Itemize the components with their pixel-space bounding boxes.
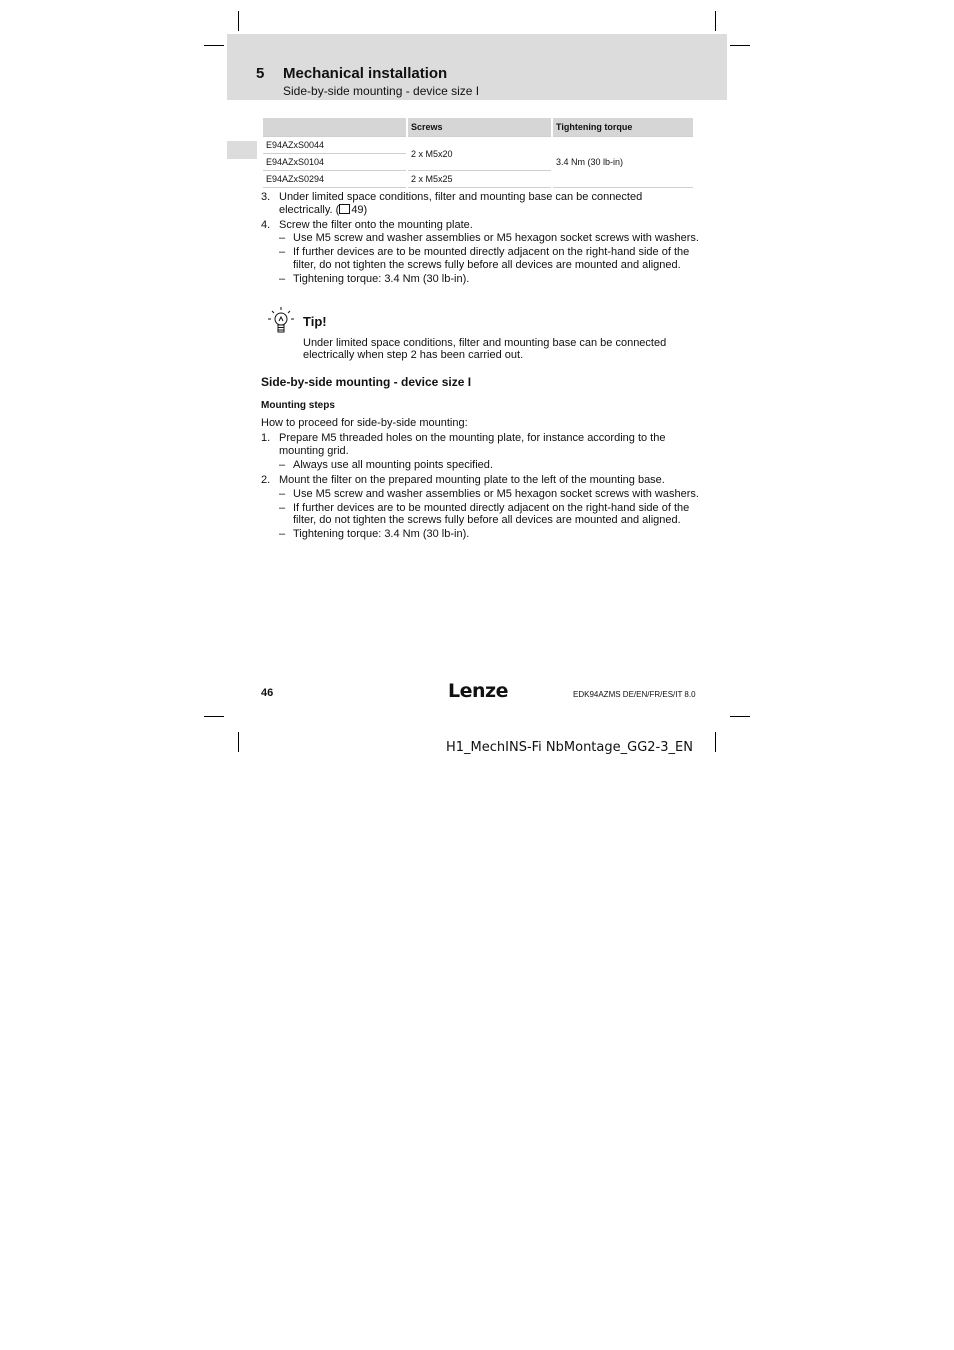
step-text: mounting grid. xyxy=(279,445,349,457)
crop-mark xyxy=(730,716,750,717)
step-text xyxy=(279,204,367,217)
bullet-text: Always use all mounting points specified. xyxy=(293,459,493,471)
dash-bullet: – xyxy=(279,459,286,471)
bullet-text: filter, do not tighten the screws fully before all devices are mounted and aligned. xyxy=(293,259,681,271)
cell-type: E94AZxS0294 xyxy=(263,171,406,188)
step-text-part: electrically. ( xyxy=(279,204,340,216)
intro-text: How to proceed for side-by-side mounting: xyxy=(261,417,468,429)
chapter-number: 5 xyxy=(256,65,265,82)
dash-bullet: – xyxy=(279,488,286,500)
bullet-text: filter, do not tighten the screws fully before all devices are mounted and aligned. xyxy=(293,514,681,526)
bullet-text: If further devices are to be mounted directly adjacent on the right-hand side of the xyxy=(293,502,690,514)
dash-bullet: – xyxy=(279,528,286,540)
tip-title: Tip! xyxy=(303,314,327,329)
lenze-logo: Lenze xyxy=(448,680,508,702)
page-reference[interactable]: 49) xyxy=(351,204,368,216)
step-text: Prepare M5 threaded holes on the mounting plate, for instance according to the xyxy=(279,432,666,444)
step-text: Under limited space conditions, filter and mounting base can be connected xyxy=(279,191,643,203)
step-number: 4. xyxy=(261,219,271,231)
bullet-text: Tightening torque: 3.4 Nm (30 lb-in). xyxy=(293,528,470,540)
dash-bullet: – xyxy=(279,273,286,285)
subsection-heading: Mounting steps xyxy=(261,400,335,411)
crop-mark xyxy=(204,716,224,717)
section-subtitle: Side-by-side mounting - device size I xyxy=(283,84,480,98)
page-number: 46 xyxy=(261,687,274,699)
lightbulb-icon xyxy=(266,306,296,336)
bullet-text: If further devices are to be mounted directly adjacent on the right-hand side of the xyxy=(293,246,690,258)
crop-mark xyxy=(730,45,750,46)
bullet-text: Use M5 screw and washer assemblies or M5 hexagon socket screws with washers. xyxy=(293,232,699,244)
crop-mark xyxy=(715,732,716,752)
column-header-screws: Screws xyxy=(408,118,551,136)
book-reference-icon xyxy=(339,204,350,214)
bullet-text: Tightening torque: 3.4 Nm (30 lb-in). xyxy=(293,273,470,285)
column-header-type xyxy=(263,118,406,136)
step-number: 3. xyxy=(261,191,271,203)
tip-text: electrically when step 2 has been carried out. xyxy=(303,349,524,361)
crop-mark xyxy=(715,11,716,31)
tip-text: Under limited space conditions, filter and mounting base can be connected xyxy=(303,337,667,349)
table-header-row xyxy=(263,118,693,136)
dash-bullet: – xyxy=(279,502,286,514)
crop-mark xyxy=(204,45,224,46)
screw-specification-table xyxy=(261,118,695,188)
step-text: Screw the filter onto the mounting plate. xyxy=(279,219,473,231)
cell-type: E94AZxS0104 xyxy=(263,154,406,171)
step-number: 2. xyxy=(261,474,271,486)
cell-type: E94AZxS0044 xyxy=(263,136,406,154)
dash-bullet: – xyxy=(279,232,286,244)
step-text: Mount the filter on the prepared mounting plate to the left of the mounting base. xyxy=(279,474,665,486)
cell-screws: 2 x M5x20 xyxy=(408,136,551,171)
file-name: H1_MechINS-Fi NbMontage_GG2-3_EN xyxy=(446,740,693,755)
side-tab-marker xyxy=(227,141,257,159)
cell-screws: 2 x M5x25 xyxy=(408,171,551,188)
section-heading: Side-by-side mounting - device size I xyxy=(261,375,472,389)
crop-mark xyxy=(238,732,239,752)
document-reference: EDK94AZMS DE/EN/FR/ES/IT 8.0 xyxy=(573,690,696,699)
step-number: 1. xyxy=(261,432,271,444)
crop-mark xyxy=(238,11,239,31)
cell-torque: 3.4 Nm (30 lb-in) xyxy=(553,136,693,188)
chapter-title: Mechanical installation xyxy=(283,65,448,82)
bullet-text: Use M5 screw and washer assemblies or M5 hexagon socket screws with washers. xyxy=(293,488,699,500)
table-row xyxy=(263,136,693,154)
column-header-torque: Tightening torque xyxy=(553,118,693,136)
dash-bullet: – xyxy=(279,246,286,258)
